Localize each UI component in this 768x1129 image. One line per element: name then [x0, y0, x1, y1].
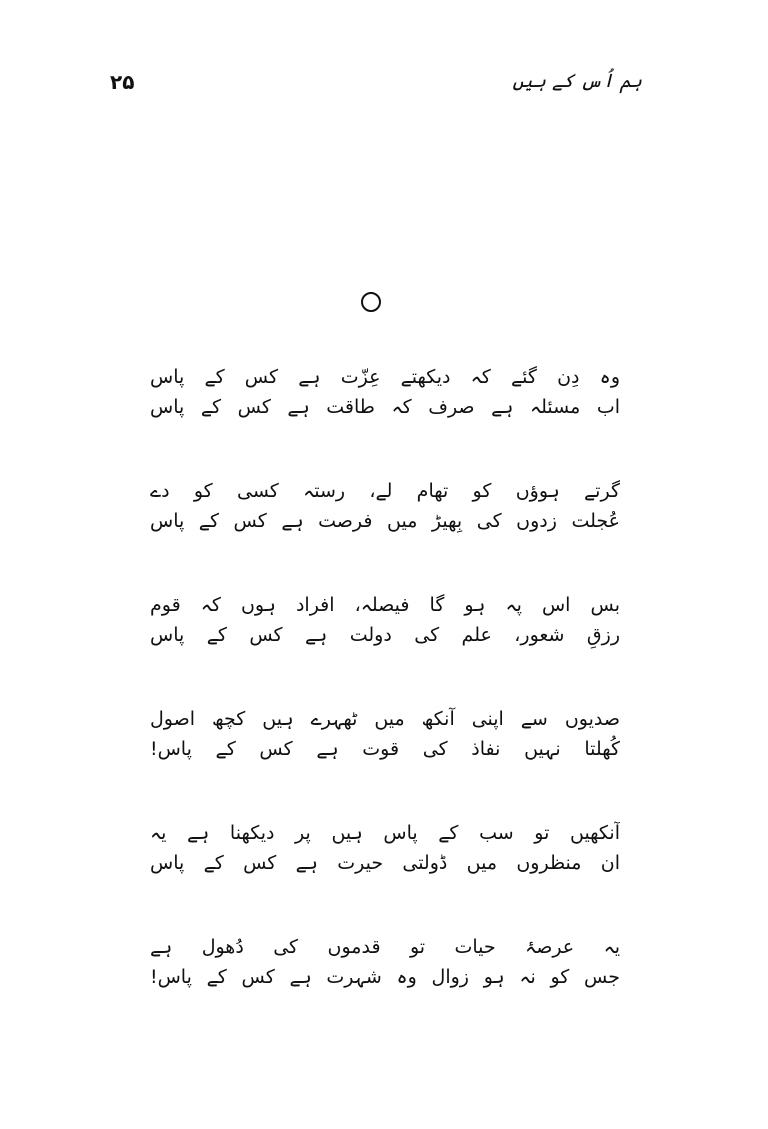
stanza — [150, 704, 620, 764]
circle-ornament-icon — [361, 292, 381, 312]
stanza — [150, 932, 620, 992]
verse-line: جس کو نہ ہو زوال وہ شہرت ہے کس کے پاس! — [150, 966, 620, 988]
running-title: ہم اُس کے ہیں — [512, 70, 642, 92]
verse-line: بس اس پہ ہو گا فیصلہ، افراد ہوں کہ قوم — [150, 594, 620, 616]
verse-line: رزقِ شعور، علم کی دولت ہے کس کے پاس — [150, 624, 620, 646]
verse-line: وہ دِن گئے کہ دیکھتے عِزّت ہے کس کے پاس — [150, 366, 620, 388]
stanza — [150, 362, 620, 422]
verse-line: عُجلت زدوں کی بِھیڑ میں فرصت ہے کس کے پاس — [150, 510, 620, 532]
page-header — [110, 70, 642, 106]
stanza — [150, 818, 620, 878]
page-number: ۲۵ — [110, 70, 135, 94]
poem — [150, 362, 620, 1046]
stanza — [150, 476, 620, 536]
verse-line: یہ عرصۂ حیات تو قدموں کی دُھول ہے — [150, 936, 620, 958]
verse-line: صدیوں سے اپنی آنکھ میں ٹھہرے ہیں کچھ اصول — [150, 708, 620, 730]
verse-line: آنکھیں تو سب کے پاس ہیں پر دیکھنا ہے یہ — [150, 822, 620, 844]
verse-line: اب مسئلہ ہے صرف کہ طاقت ہے کس کے پاس — [150, 396, 620, 418]
stanza — [150, 590, 620, 650]
verse-line: گرتے ہوؤں کو تھام لے، رستہ کسی کو دے — [150, 480, 620, 502]
verse-line: ان منظروں میں ڈولتی حیرت ہے کس کے پاس — [150, 852, 620, 874]
verse-line: کُھلتا نہیں نفاذ کی قوت ہے کس کے پاس! — [150, 738, 620, 760]
